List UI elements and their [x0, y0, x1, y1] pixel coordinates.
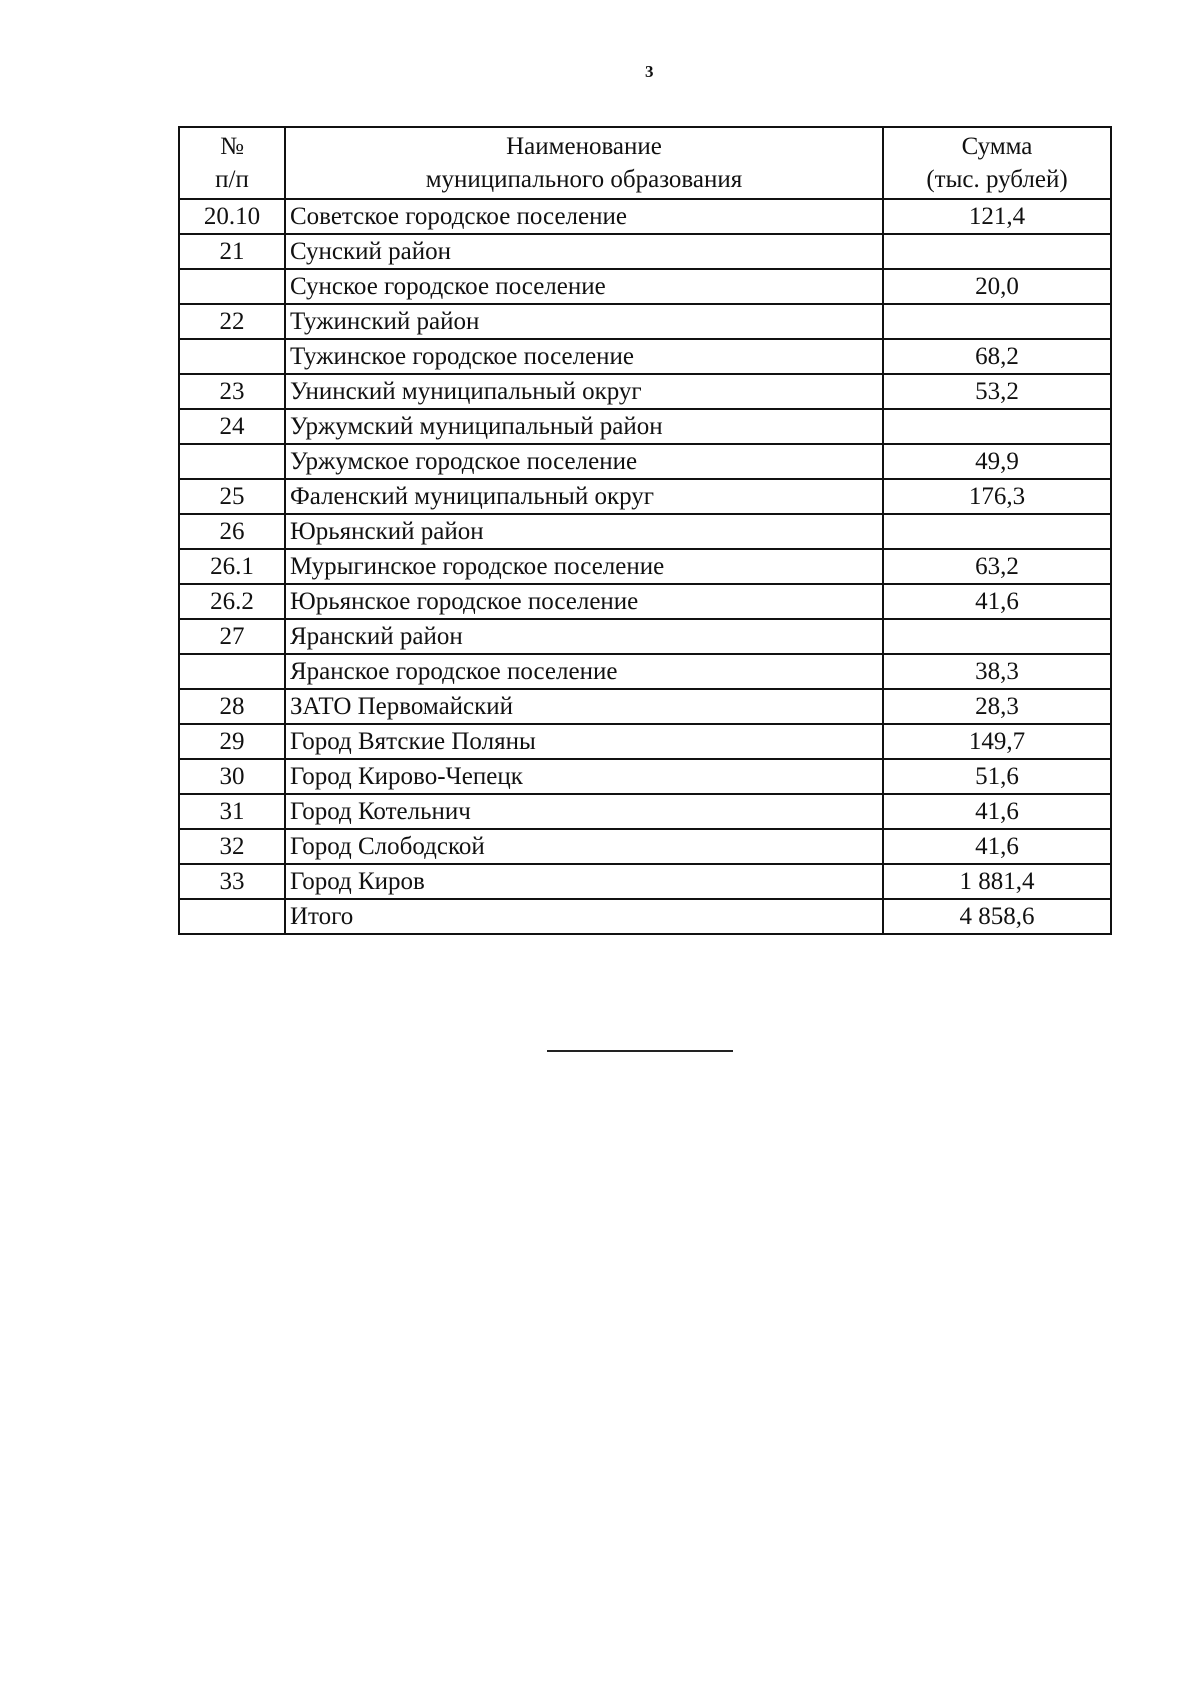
table-row — [179, 759, 1111, 794]
row-name: Тужинский район — [285, 304, 883, 339]
page-number: 3 — [645, 62, 654, 81]
row-number: 26.1 — [179, 549, 285, 584]
row-sum: 68,2 — [883, 339, 1111, 374]
table-row — [179, 199, 1111, 234]
row-sum: 149,7 — [883, 724, 1111, 759]
header-sum-line1: Сумма — [961, 133, 1033, 160]
row-name: Юрьянский район — [285, 514, 883, 549]
row-name: Фаленский муниципальный округ — [285, 479, 883, 514]
row-name: Тужинское городское поселение — [285, 339, 883, 374]
table-row — [179, 339, 1111, 374]
row-sum: 53,2 — [883, 374, 1111, 409]
table-row — [179, 864, 1111, 899]
row-name: Уржумский муниципальный район — [285, 409, 883, 444]
row-number: 25 — [179, 479, 285, 514]
row-sum: 49,9 — [883, 444, 1111, 479]
table-row — [179, 234, 1111, 269]
header-number-line1: № — [220, 133, 244, 160]
table-row — [179, 304, 1111, 339]
row-name: Сунский район — [285, 234, 883, 269]
row-sum: 63,2 — [883, 549, 1111, 584]
row-sum — [883, 304, 1111, 339]
row-name: Яранский район — [285, 619, 883, 654]
row-number: 20.10 — [179, 199, 285, 234]
row-name: Город Киров — [285, 864, 883, 899]
table-body — [179, 199, 1111, 934]
total-sum: 4 858,6 — [883, 899, 1111, 934]
row-sum — [883, 619, 1111, 654]
row-number: 22 — [179, 304, 285, 339]
allocation-table — [178, 126, 1112, 935]
table-row — [179, 479, 1111, 514]
header-name — [285, 127, 883, 199]
table-row — [179, 514, 1111, 549]
row-number: 32 — [179, 829, 285, 864]
header-sum — [883, 127, 1111, 199]
row-name: Яранское городское поселение — [285, 654, 883, 689]
allocation-table-container — [178, 126, 1110, 935]
row-name: Сунское городское поселение — [285, 269, 883, 304]
row-sum — [883, 514, 1111, 549]
row-name: Юрьянское городское поселение — [285, 584, 883, 619]
row-number: 33 — [179, 864, 285, 899]
row-number: 29 — [179, 724, 285, 759]
row-sum: 121,4 — [883, 199, 1111, 234]
row-sum: 41,6 — [883, 829, 1111, 864]
table-row — [179, 829, 1111, 864]
total-label: Итого — [285, 899, 883, 934]
row-number: 26.2 — [179, 584, 285, 619]
row-name: Советское городское поселение — [285, 199, 883, 234]
row-name: Уржумское городское поселение — [285, 444, 883, 479]
row-name: Мурыгинское городское поселение — [285, 549, 883, 584]
closing-rule-divider — [547, 1050, 733, 1052]
row-sum: 41,6 — [883, 584, 1111, 619]
header-number — [179, 127, 285, 199]
row-name: Город Котельнич — [285, 794, 883, 829]
header-sum-line2: (тыс. рублей) — [926, 166, 1068, 193]
table-row — [179, 619, 1111, 654]
row-name: Город Вятские Поляны — [285, 724, 883, 759]
row-number: 27 — [179, 619, 285, 654]
row-number: 30 — [179, 759, 285, 794]
table-row — [179, 269, 1111, 304]
row-sum: 51,6 — [883, 759, 1111, 794]
total-number — [179, 899, 285, 934]
row-sum — [883, 409, 1111, 444]
row-name: Город Кирово-Чепецк — [285, 759, 883, 794]
row-number: 24 — [179, 409, 285, 444]
table-header-row — [179, 127, 1111, 199]
row-number — [179, 339, 285, 374]
row-name: Город Слободской — [285, 829, 883, 864]
row-name: Унинский муниципальный округ — [285, 374, 883, 409]
row-sum: 20,0 — [883, 269, 1111, 304]
row-sum: 1 881,4 — [883, 864, 1111, 899]
row-sum: 41,6 — [883, 794, 1111, 829]
table-row — [179, 689, 1111, 724]
row-number: 31 — [179, 794, 285, 829]
header-number-line2: п/п — [215, 166, 249, 193]
table-row — [179, 549, 1111, 584]
header-name-line1: Наименование — [506, 133, 662, 160]
table-row — [179, 724, 1111, 759]
table-row — [179, 654, 1111, 689]
row-sum: 176,3 — [883, 479, 1111, 514]
row-sum: 38,3 — [883, 654, 1111, 689]
row-number — [179, 444, 285, 479]
table-row — [179, 584, 1111, 619]
row-number: 26 — [179, 514, 285, 549]
table-row — [179, 444, 1111, 479]
table-row — [179, 409, 1111, 444]
table-row — [179, 374, 1111, 409]
row-sum: 28,3 — [883, 689, 1111, 724]
row-number: 21 — [179, 234, 285, 269]
header-name-line2: муниципального образования — [425, 166, 743, 193]
row-number: 23 — [179, 374, 285, 409]
table-row — [179, 794, 1111, 829]
row-number — [179, 269, 285, 304]
row-number: 28 — [179, 689, 285, 724]
row-number — [179, 654, 285, 689]
row-name: ЗАТО Первомайский — [285, 689, 883, 724]
table-total-row — [179, 899, 1111, 934]
row-sum — [883, 234, 1111, 269]
